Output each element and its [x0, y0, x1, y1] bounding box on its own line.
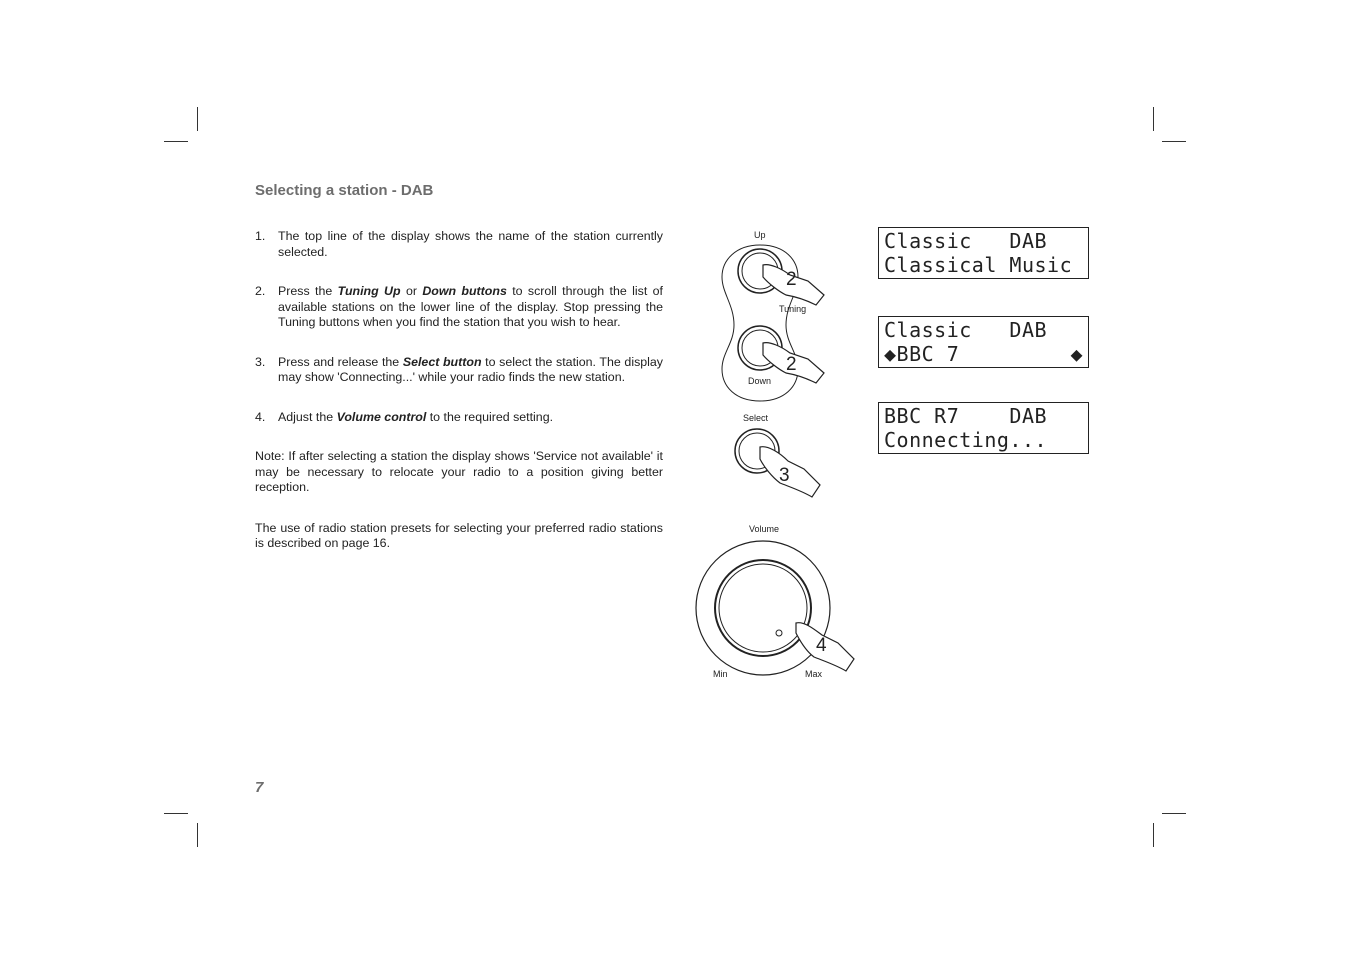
lcd-line-2: Connecting...	[884, 428, 1048, 452]
crop-mark	[197, 107, 198, 131]
page-number: 7	[255, 779, 264, 796]
crop-mark	[1153, 107, 1154, 131]
max-label: Max	[805, 669, 823, 679]
select-button-emphasis: Select button	[402, 354, 482, 369]
step-number: 1.	[255, 229, 266, 243]
up-label: Up	[754, 230, 766, 240]
step-number-volume: 4	[816, 635, 827, 656]
step-number-select: 3	[779, 465, 790, 486]
step-number: 3.	[255, 354, 266, 369]
crop-mark	[164, 813, 188, 814]
down-buttons-emphasis: Down buttons	[422, 284, 507, 298]
select-label: Select	[743, 413, 769, 423]
presets-paragraph: The use of radio station presets for selecting your preferred radio stations is described on page 16.	[255, 520, 663, 550]
lcd-display-1	[878, 227, 1089, 279]
lcd-display-2	[878, 316, 1089, 368]
step-number-down: 2	[786, 354, 797, 375]
instructions	[255, 229, 663, 577]
crop-mark	[1162, 141, 1186, 142]
lcd-line-1: BBC R7 DAB	[884, 404, 1048, 428]
step-number: 4.	[255, 409, 266, 424]
step-text: Press and release the Select button to select the station. The display may show 'Connecting...' while your radio finds the new station.	[278, 354, 663, 384]
step-2	[255, 284, 663, 331]
radio-controls-illustration	[690, 225, 870, 685]
volume-label: Volume	[749, 524, 780, 534]
lcd-line-1: Classic DAB	[884, 229, 1048, 253]
step-3	[255, 355, 663, 386]
lcd-line-2: ◆BBC 7 ◆	[884, 342, 1083, 366]
step-number: 2.	[255, 284, 266, 298]
tuning-label: Tuning	[779, 304, 807, 314]
hand-icon	[760, 447, 820, 497]
lcd-line-2: Classical Music	[884, 253, 1073, 277]
step-text: Press the Tuning Up or Down buttons to scroll through the list of available stations on the lower line of the display. Stop pressing the Tuning buttons when you find the station that you wish to hear.	[278, 284, 663, 329]
min-label: Min	[713, 669, 728, 679]
note-paragraph: Note: If after selecting a station the display shows 'Service not available' it may be necessary to relocate your radio to a position giving better reception.	[255, 449, 663, 494]
right-arrow-icon: ◆	[1070, 342, 1083, 366]
left-arrow-icon: ◆	[884, 342, 897, 366]
tuning-up-emphasis: Tuning Up	[337, 284, 401, 298]
step-text: The top line of the display shows the name of the station currently selected.	[278, 229, 663, 259]
crop-mark	[197, 823, 198, 847]
volume-control-emphasis: Volume control	[336, 409, 427, 424]
volume-indicator	[776, 630, 782, 636]
down-label: Down	[748, 376, 772, 386]
step-1	[255, 229, 663, 260]
step-4	[255, 410, 663, 426]
lcd-display-3	[878, 402, 1089, 454]
volume-knob[interactable]	[715, 560, 811, 656]
crop-mark	[164, 141, 188, 142]
page-title: Selecting a station - DAB	[255, 182, 434, 199]
step-text: Adjust the Volume control to the required setting.	[278, 409, 554, 424]
crop-mark	[1162, 813, 1186, 814]
lcd-line-1: Classic DAB	[884, 318, 1048, 342]
crop-mark	[1153, 823, 1154, 847]
step-number-up: 2	[786, 269, 797, 290]
